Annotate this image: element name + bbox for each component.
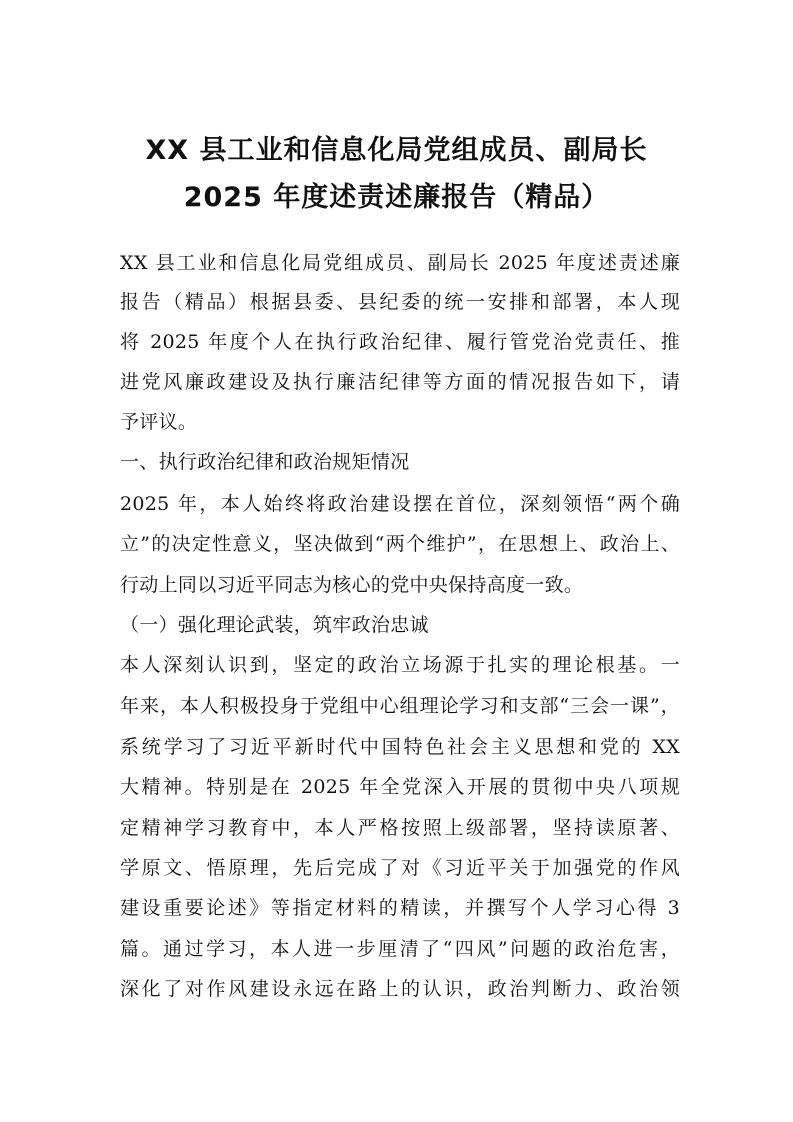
body-line: 定精神学习教育中，本人严格按照上级部署，坚持读原著、: [120, 817, 680, 839]
body-line: 予评议。: [120, 411, 198, 433]
body-line: 报告（精品）根据县委、县纪委的统一安排和部署，本人现: [120, 291, 680, 313]
body-line: 系统学习了习近平新时代中国特色社会主义思想和党的 XX: [120, 736, 680, 758]
section-heading: 一、执行政治纪律和政治规矩情况: [120, 451, 410, 473]
body-line: 本人深刻认识到，坚定的政治立场源于扎实的理论根基。一: [120, 654, 680, 676]
body-line: 建设重要论述》等指定材料的精读，并撰写个人学习心得 3: [120, 897, 680, 919]
body-line: 深化了对作风建设永远在路上的认识，政治判断力、政治领: [120, 978, 680, 1000]
body-line: XX 县工业和信息化局党组成员、副局长 2025 年度述责述廉: [120, 252, 680, 274]
body-line: 2025 年，本人始终将政治建设摆在首位，深刻领悟“两个确: [120, 493, 680, 515]
body-line: 将 2025 年度个人在执行政治纪律、履行管党治党责任、推: [120, 331, 680, 353]
document-title-line-1: XX 县工业和信息化局党组成员、副局长: [145, 135, 648, 166]
body-line: 进党风廉政建设及执行廉洁纪律等方面的情况报告如下，请: [120, 371, 680, 393]
body-line: 行动上同以习近平同志为核心的党中央保持高度一致。: [120, 574, 584, 596]
document-title-line-2: 2025 年度述责述廉报告（精品）: [183, 182, 610, 213]
body-line: 学原文、悟原理，先后完成了对《习近平关于加强党的作风: [120, 857, 680, 879]
body-line: 年来，本人积极投身于党组中心组理论学习和支部“三会一课”，: [120, 695, 680, 717]
body-line: 篇。通过学习，本人进一步厘清了“四风”问题的政治危害，: [120, 938, 680, 960]
subsection-heading: （一）强化理论武装，筑牢政治忠诚: [120, 614, 429, 636]
body-line: 立”的决定性意义，坚决做到“两个维护”，在思想上、政治上、: [120, 533, 680, 555]
body-line: 大精神。特别是在 2025 年全党深入开展的贯彻中央八项规: [120, 776, 680, 798]
